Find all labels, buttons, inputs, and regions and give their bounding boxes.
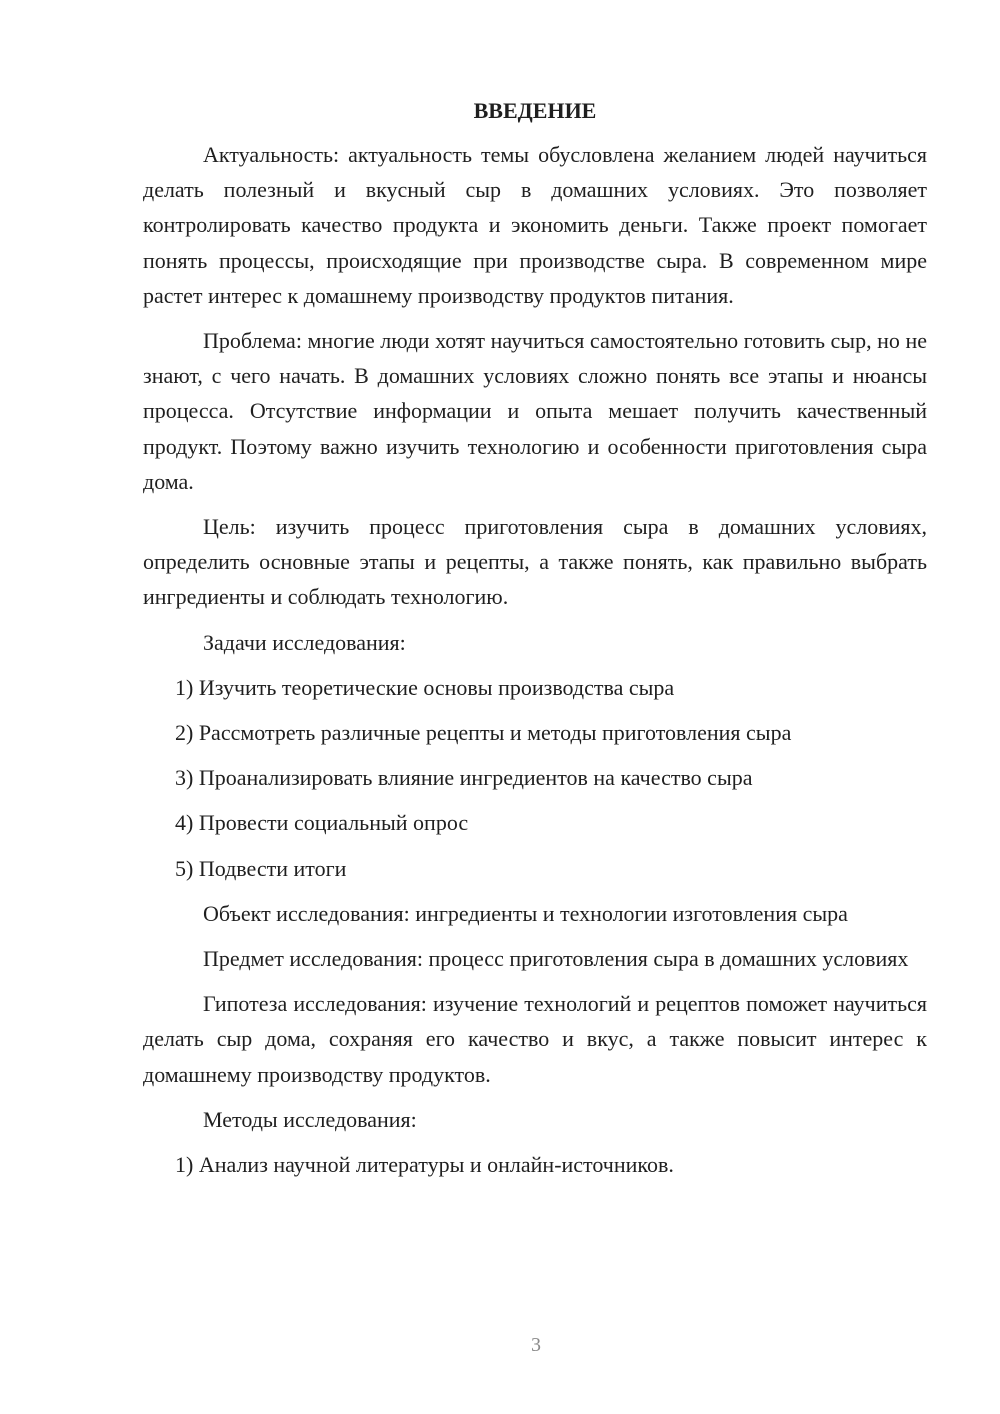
problem-paragraph: Проблема: многие люди хотят научиться самостоятельно готовить сыр, но не знают, с чего начать. В домашних условиях сложно понять все этапы и нюансы процесса. Отсутствие информации и опыта мешает получить качественный продукт. Поэтому важно изучить технологию и особенности приготовления сыра дома. [143, 328, 927, 494]
tasks-list [143, 670, 927, 886]
methods-title: Методы исследования: [203, 1106, 417, 1132]
methods-list [143, 1147, 927, 1182]
document-page [143, 95, 927, 1192]
list-item: 3) Проанализировать влияние ингредиентов на качество сыра [175, 765, 753, 791]
list-item: 4) Провести социальный опрос [175, 810, 469, 836]
subject-paragraph: Предмет исследования: процесс приготовления сыра в домашних условиях [203, 946, 909, 972]
page-number: 3 [531, 1334, 541, 1356]
hypothesis-paragraph: Гипотеза исследования: изучение технологий и рецептов поможет научиться делать сыр дома, сохраняя его качество и вкус, а также повысит интерес к домашнему производству продуктов. [143, 991, 927, 1087]
relevance-paragraph: Актуальность: актуальность темы обусловлена желанием людей научиться делать полезный и вкусный сыр в домашних условиях. Это позволяет контролировать качество продукта и экономить деньги. Также проект помогает понять процессы, происходящие при производстве сыра. В современном мире растет интерес к домашнему производству продуктов питания. [143, 142, 927, 308]
object-paragraph: Объект исследования: ингредиенты и технологии изготовления сыра [203, 900, 848, 926]
tasks-title: Задачи исследования: [203, 629, 406, 655]
list-item: 5) Подвести итоги [175, 855, 347, 881]
list-item: 1) Изучить теоретические основы производства сыра [175, 674, 675, 700]
goal-paragraph: Цель: изучить процесс приготовления сыра в домашних условиях, определить основные этапы и рецепты, а также понять, как правильно выбрать ингредиенты и соблюдать технологию. [143, 514, 927, 610]
list-item: 2) Рассмотреть различные рецепты и методы приготовления сыра [175, 720, 792, 746]
section-heading: ВВЕДЕНИЕ [473, 98, 597, 123]
list-item: 1) Анализ научной литературы и онлайн-источников. [175, 1152, 674, 1178]
